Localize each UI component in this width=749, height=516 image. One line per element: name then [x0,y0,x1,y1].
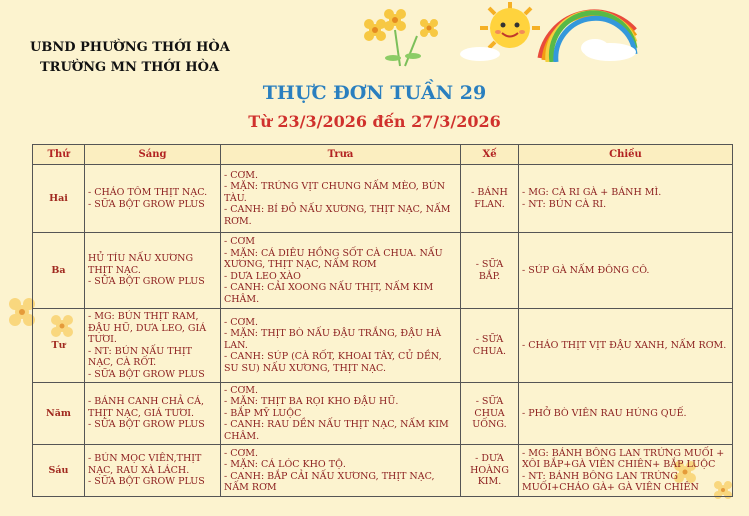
menu-item: - SỮA BỘT GROW PLUS [88,368,205,380]
day-cell: Tư [33,309,85,383]
menu-body [33,165,733,497]
menu-item: UỐNG. [472,419,507,431]
menu-item: - MẶN: CÁ DIÊU HỒNG SỐT CÀ CHUA. NẤU XƯƠNG, THỊT NẠC, NẤM RƠM [224,247,443,270]
menu-item: - PHỞ BÒ VIÊN RAU HÚNG QUẾ. [522,407,687,419]
menu-item: - BÚN MỌC VIÊN,THỊT NẠC, RAU XÀ LÁCH. [88,453,202,476]
menu-item: - SỮA [475,396,504,408]
menu-item: - BẮP MỸ LUỘC [224,407,302,419]
morning-cell [85,165,221,233]
menu-item: - MG: CÀ RI GÀ + BÁNH MÌ. [522,187,662,198]
snack-cell [461,233,519,309]
day-cell: Hai [33,165,85,233]
menu-item: HỦ TÍU NẤU XƯƠNG THỊT NẠC. [88,253,194,276]
menu-item: - SÚP GÀ NẤM ĐÔNG CÔ. [522,264,650,276]
morning-cell [85,383,221,445]
morning-cell [85,233,221,309]
menu-item: - SỮA BỘT GROW PLUS [88,476,205,488]
menu-item: CHUA [474,407,505,419]
menu-item: - CANH: CẢI XOONG NẤU THỊT, NẤM KIM CHÂM. [224,282,434,305]
menu-item: - CANH: SÚP (CÀ RỐT, KHOAI TÂY, CỦ DỀN, SU SU) NẤU XƯƠNG, THỊT NẠC. [224,351,442,374]
weekly-menu-table [32,144,733,497]
menu-item: - DƯA LEO XÀO [224,270,301,282]
date-range: Từ 23/3/2026 đến 27/3/2026 [248,112,501,131]
table-row [33,445,733,497]
menu-item: - SỮA BỘT GROW PLUS [88,419,205,431]
menu-item: - CANH: BÍ ĐỎ NẤU XƯƠNG, THỊT NẠC, NẤM RƠM. [224,204,451,227]
day-cell: Năm [33,383,85,445]
snack-cell [461,165,519,233]
afternoon-cell [519,309,733,383]
menu-item: - SỮA [475,259,504,270]
menu-item: - CHÁO TÔM THỊT NẠC. [88,187,208,198]
menu-item: - SỮA BỘT GROW PLUS [88,276,205,288]
school-header [30,38,230,78]
afternoon-cell [519,445,733,497]
menu-item: - SỮA BỘT GROW PLUS [88,198,205,210]
menu-item: BẮP. [478,270,501,282]
menu-item: - CHÁO THỊT VỊT ĐẬU XANH, NẤM RƠM. [522,339,727,351]
table-header-row [33,145,733,165]
menu-item: - CƠM. [224,169,259,181]
sun-rainbow-illustration [460,0,640,62]
menu-item: - MG: BÁNH BÔNG LAN TRỨNG MUỐI + XÔI BẮP+GÀ VIÊN CHIÊN+ BẮP LUỘC [522,447,725,470]
page-title: THỰC ĐƠN TUẦN 29 [262,82,487,104]
menu-item: - NT: BÚN NẤU THỊT NẠC, CÀ RỐT. [88,345,192,368]
menu-item: CHUA. [472,345,507,357]
menu-item: - NT: BÁNH BÔNG LAN TRỨNG MUỐI+CHÁO GÀ+ GÀ VIÊN CHIÊN [522,470,699,493]
menu-item: - SỮA [475,334,504,345]
menu-item: - MẶN: CÁ LÓC KHO TỘ. [224,459,346,470]
menu-item: - BÁNH CANH CHẢ CÁ, THỊT NẠC, GIÁ TƯƠI. [88,396,205,419]
morning-cell [85,445,221,497]
menu-item: - CANH: RAU DỀN NẤU THỊT NẠC, NẤM KIM CHÂM. [224,419,449,442]
snack-cell [461,383,519,445]
flowers-illustration [355,8,445,68]
menu-item: - CƠM. [224,447,259,459]
afternoon-cell [519,165,733,233]
menu-item: KIM. [477,476,502,488]
noon-cell [221,165,461,233]
col-header-noon: Trưa [221,145,461,165]
menu-item: - MẶN: TRỨNG VỊT CHUNG NẤM MÈO, BÚN TÀU. [224,181,446,204]
afternoon-cell [519,233,733,309]
menu-item: - CƠM. [224,316,259,328]
ward-name: UBND PHƯỜNG THỚI HÒA [30,40,230,55]
noon-cell [221,445,461,497]
snack-cell [461,309,519,383]
snack-cell [461,445,519,497]
noon-cell [221,309,461,383]
col-header-snack: Xế [461,145,519,165]
table-row [33,233,733,309]
menu-item: FLAN. [474,198,505,210]
menu-item: - CANH: BẮP CẢI NẤU XƯƠNG, THỊT NẠC, NẤM RƠM [224,470,435,493]
table-row [33,165,733,233]
col-header-afternoon: Chiều [519,145,733,165]
day-cell: Ba [33,233,85,309]
menu-item: - CƠM [224,236,256,247]
noon-cell [221,233,461,309]
table-row [33,309,733,383]
menu-item: - BÁNH [471,187,508,198]
menu-item: - MẶN: THỊT BÒ NẤU ĐẬU TRẮNG, ĐẬU HÀ LAN. [224,328,442,351]
menu-item: - DƯA [475,453,504,465]
afternoon-cell [519,383,733,445]
menu-item: - MẶN: THỊT BA RỌI KHO ĐẬU HŨ. [224,396,399,408]
day-cell: Sáu [33,445,85,497]
menu-item: - MG: BÚN THỊT RAM, ĐẬU HŨ, DƯA LEO, GIÁ TƯƠI. [88,311,207,345]
menu-item: - NT: BÚN CÀ RI. [522,198,607,210]
col-header-day: Thứ [33,145,85,165]
school-name: TRƯỜNG MN THỚI HÒA [40,60,220,75]
table-row [33,383,733,445]
noon-cell [221,383,461,445]
menu-item: - CƠM. [224,384,259,396]
col-header-morning: Sáng [85,145,221,165]
morning-cell [85,309,221,383]
menu-item: HOÀNG [470,464,509,476]
